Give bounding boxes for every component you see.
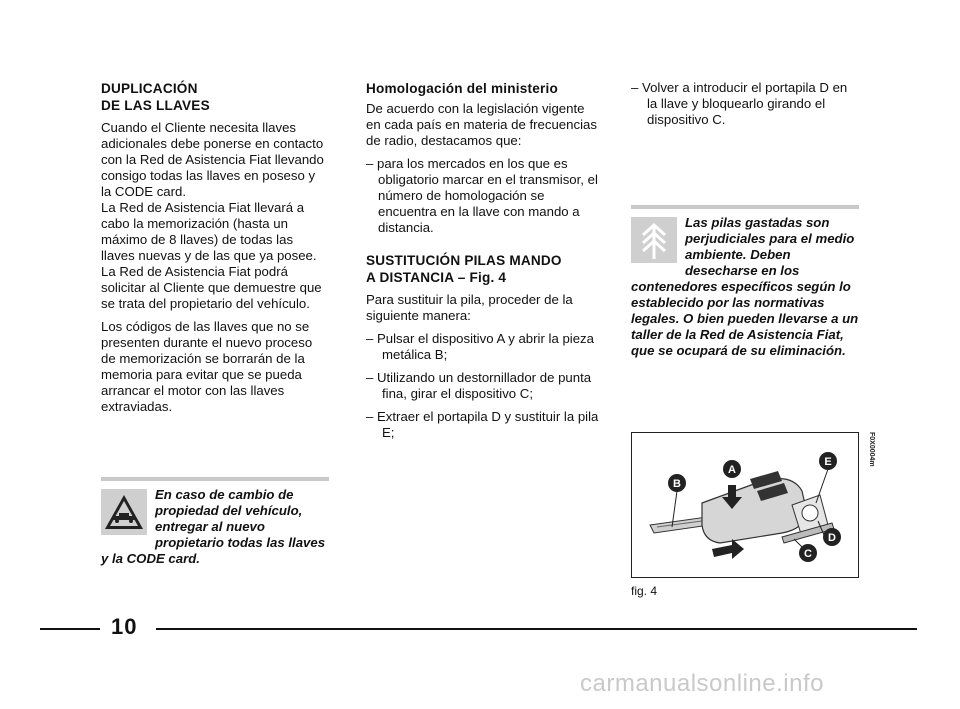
callout-b: B (673, 478, 681, 490)
column-left (101, 80, 327, 422)
heading-line: DE LAS LLAVES (101, 98, 210, 113)
paragraph: Cuando el Cliente necesita llaves adicionales debe ponerse en contacto con la Red de Asistencia Fiat llevando consigo todas las llaves en poseso y la CODE card. (101, 120, 324, 199)
paragraph: De acuerdo con la legislación vigente en cada país en materia de frecuencias de radio, destacamos que: (366, 101, 597, 148)
callout-c: C (804, 548, 812, 560)
environment-text: Las pilas gastadas son perjudiciales para el medio ambiente. Deben desecharse en los contenedores específicos según lo establecido por las normativas legales. O bien pueden llevarse a un taller de la Red de Asistencia Fiat, que se ocupará de su eliminación. (631, 215, 859, 358)
bullet-item: – para los mercados en los que es obligatorio marcar en el transmisor, el número de homologación se encuentra en la llave con mando a distancia. (366, 156, 598, 235)
figure-key-battery (631, 432, 859, 578)
section-heading: Homologación del ministerio (366, 81, 558, 96)
paragraph: Para sustituir la pila, proceder de la siguiente manera: (366, 292, 573, 323)
figure-code-text: F0X0004m (868, 432, 875, 467)
paragraph: Los códigos de las llaves que no se presenten durante el nuevo proceso de memorización se borrarán de la memoria para evitar que se pueda arrancar el motor con las llaves extraviadas. (101, 319, 313, 414)
page-number: 10 (111, 614, 138, 639)
warning-triangle-icon (101, 489, 147, 535)
box-rule (101, 477, 329, 481)
paragraph: La Red de Asistencia Fiat podrá solicitar al Cliente que demuestre que se trata del propietario del vehículo. (101, 264, 322, 311)
column-middle (366, 80, 602, 448)
warning-text: En caso de cambio de propiedad del vehículo, entregar al nuevo propietario todas las llaves y la CODE card. (101, 487, 326, 566)
callout-a: A (728, 464, 736, 476)
paragraph: La Red de Asistencia Fiat llevará a cabo la memorización (hasta un máximo de 8 llaves) de todas las llaves nuevas y de las que ya posee. (101, 200, 317, 263)
environment-box (631, 205, 859, 359)
footer-rule-right (156, 628, 917, 630)
step-item: – Volver a introducir el portapila D en la llave y bloquearlo girando el dispositivo C. (631, 80, 848, 127)
step-item: – Pulsar el dispositivo A y abrir la pieza metálica B; (366, 331, 594, 362)
figure-caption: fig. 4 (631, 584, 658, 598)
step-item: – Extraer el portapila D y sustituir la pila E; (366, 409, 599, 440)
recycle-tree-icon (631, 217, 677, 263)
heading-line: SUSTITUCIÓN PILAS MANDO (366, 253, 562, 268)
box-rule (631, 205, 859, 209)
callout-e: E (824, 456, 832, 468)
step-item: – Utilizando un destornillador de punta fina, girar el dispositivo C; (366, 370, 592, 401)
section-heading (101, 80, 327, 114)
figure-code (862, 432, 875, 476)
footer-rule-left (40, 628, 100, 630)
callout-d: D (828, 532, 836, 544)
watermark: carmanualsonline.info (580, 670, 824, 697)
heading-line: DUPLICACIÓN (101, 81, 198, 96)
section-heading (366, 252, 602, 286)
warning-box (101, 477, 329, 567)
heading-line: A DISTANCIA – Fig. 4 (366, 270, 507, 285)
column-right (631, 80, 861, 135)
